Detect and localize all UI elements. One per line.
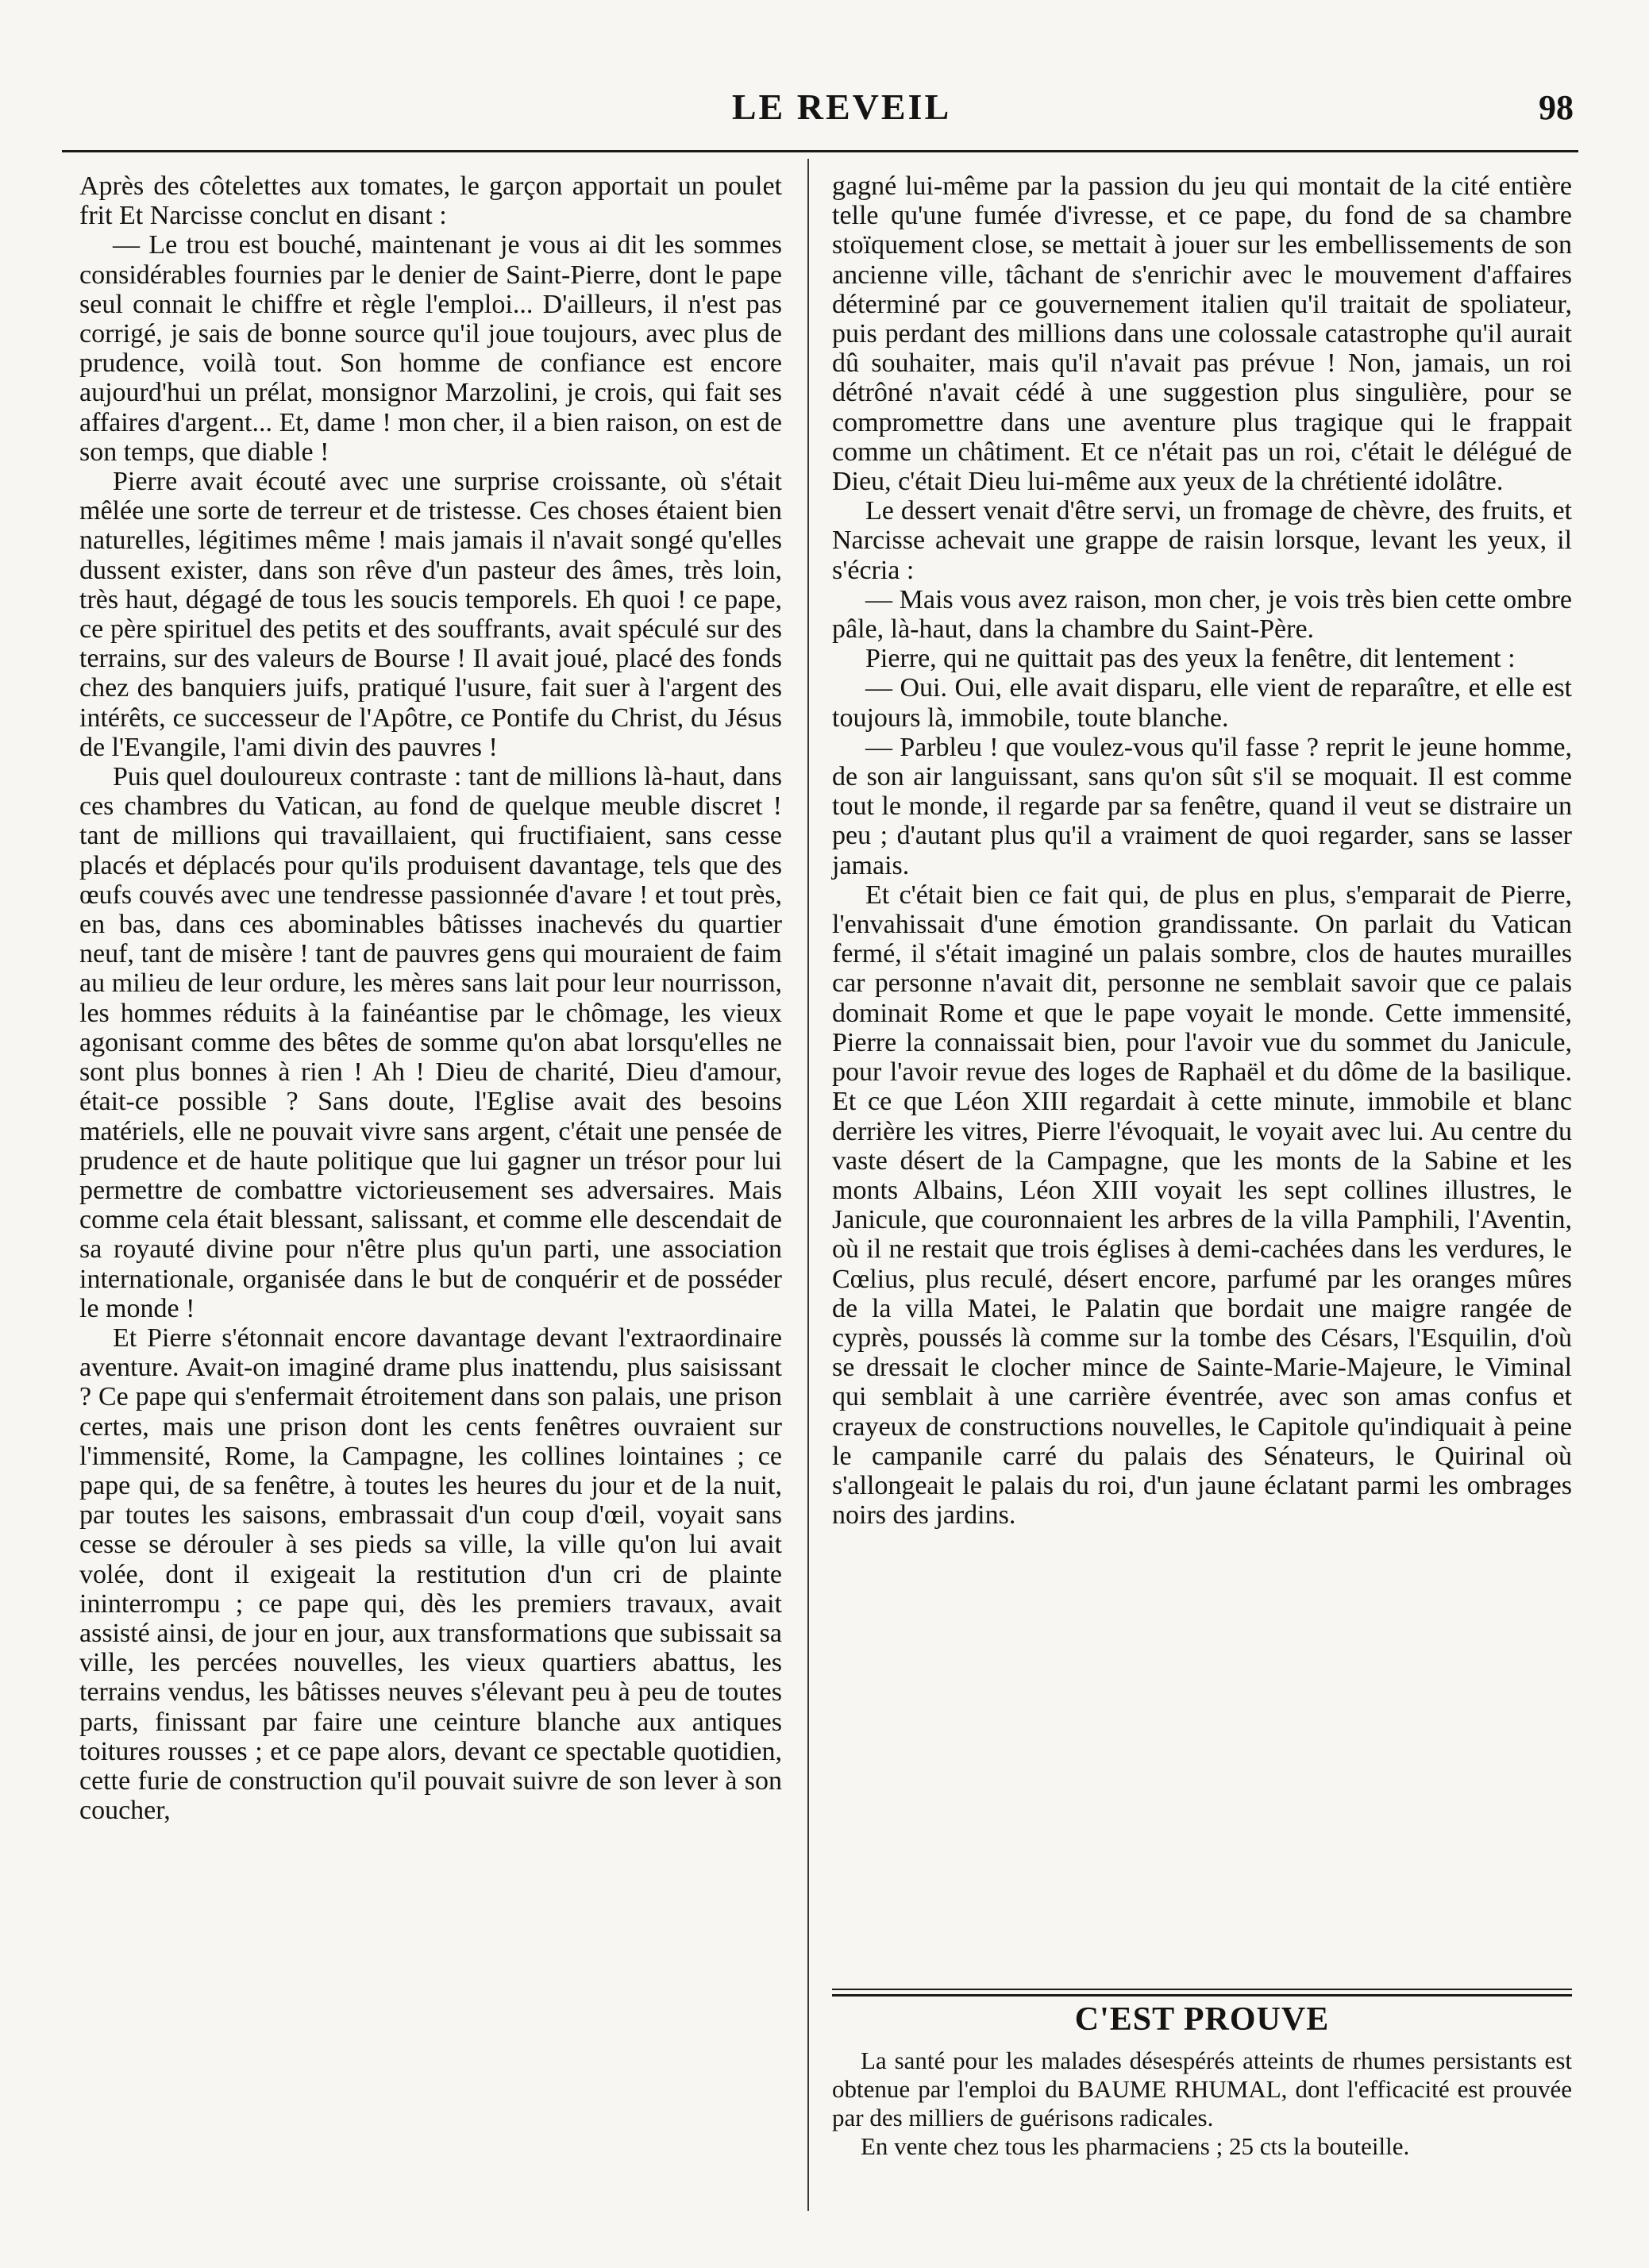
right-column [832, 171, 1572, 1530]
paragraph: Et Pierre s'étonnait encore davantage devant l'extraordinaire aventure. Avait-on imaginé drame plus inattendu, plus saisissant ? Ce pape qui s'enfermait étroitement dans son palais, une prison certes, mais une prison dont les cents fenêtres ouvraient sur l'immensité, Rome, la Campagne, les collines lointaines ; ce pape qui, de sa fenêtre, à toutes les heures du jour et de la nuit, par toutes les saisons, embrassait d'un coup d'œil, voyait sans cesse se dérouler à ses pieds sa ville, la ville qu'on lui avait volée, dont il exigeait la restitution d'un cri de plainte ininterrompu ; ce pape qui, dès les premiers travaux, avait assisté ainsi, de jour en jour, aux transformations que subissait sa ville, les percées nouvelles, les vieux quartiers abattus, les terrains vendus, les bâtisses neuves s'élevant peu à peu de toutes parts, finissant par faire une ceinture blanche aux antiques toitures rousses ; et ce pape alors, devant ce spectable quotidien, cette furie de construction qu'il pouvait suivre de son lever à son coucher, [79, 1323, 782, 1826]
paragraph: Après des côtelettes aux tomates, le garçon apportait un poulet frit Et Narcisse conclut en disant : [79, 171, 782, 231]
page-number: 98 [1539, 88, 1574, 127]
column-divider [807, 159, 809, 2211]
running-head [0, 86, 1649, 133]
paragraph: — Oui. Oui, elle avait disparu, elle vient de reparaître, et elle est toujours là, immobile, toute blanche. [832, 673, 1572, 733]
paragraph: Pierre, qui ne quittait pas des yeux la fenêtre, dit lentement : [865, 644, 1516, 674]
journal-title: LE REVEIL [731, 87, 952, 127]
paragraph: — Mais vous avez raison, mon cher, je vois très bien cette ombre pâle, là-haut, dans la chambre du Saint-Père. [832, 584, 1572, 645]
left-column [79, 171, 782, 1825]
paragraph: Et c'était bien ce fait qui, de plus en plus, s'emparait de Pierre, l'envahissait d'une émotion grandissante. On parlait du Vatican fermé, il s'était imaginé un palais sombre, clos de hautes murailles car personne n'avait dit, personne ne semblait savoir que ce palais dominait Rome et que le pape voyait le monde. Cette immensité, Pierre la connaissait bien, pour l'avoir vue du sommet du Janicule, pour l'avoir revue des loges de Raphaël et du dôme de la basilique. Et ce que Léon XIII regardait à cette minute, immobile et blanc derrière les vitres, Pierre l'évoquait, le voyait avec lui. Au centre du vaste désert de la Campagne, que les monts de la Sabine et les monts Albains, Léon XIII voyait les sept collines illustres, le Janicule, que couronnaient les arbres de la villa Pamphili, l'Aventin, où il ne restait que trois églises à demi-cachées dans les verdures, le Cœlius, plus reculé, désert encore, parfumé par les oranges mûres de la villa Matei, le Palatin que bordait une maigre rangée de cyprès, poussés là comme sur la tombe des Césars, l'Esquilin, d'où se dressait le clocher mince de Sainte-Marie-Majeure, le Viminal qui semblait à une carrière éventrée, avec son amas confus et crayeux de constructions nouvelles, le Capitole qu'indiquait à peine le campanile carré du palais des Sénateurs, le Quirinal où s'allongeait le palais du roi, d'un jaune éclatant parmi les ombrages noirs des jardins. [832, 880, 1572, 1531]
paragraph: Pierre avait écouté avec une surprise croissante, où s'était mêlée une sorte de terreur et de tristesse. Ces choses étaient bien naturelles, légitimes même ! mais jamais il n'avait songé qu'elles dussent exister, dans son rêve d'un pasteur des âmes, très loin, très haut, dégagé de tous les soucis temporels. Eh quoi ! ce pape, ce père spirituel des petits et des souffrants, avait spéculé sur des terrains, sur des valeurs de Bourse ! Il avait joué, placé des fonds chez des banquiers juifs, pratiqué l'usure, fait suer à l'argent des intérêts, ce successeur de l'Apôtre, ce Pontife du Christ, du Jésus de l'Evangile, l'ami divin des pauvres ! [79, 467, 782, 762]
paragraph: gagné lui-même par la passion du jeu qui montait de la cité entière telle qu'une fumée d'ivresse, et ce pape, du fond de sa chambre stoïquement close, se mettait à jouer sur les embellissements de son ancienne ville, tâchant de s'enrichir avec le mouvement d'affaires déterminé par ce gouvernement italien qu'il traitait de spoliateur, puis perdant des millions dans une colossale catastrophe qu'il aurait dû souhaiter, mais qu'il n'avait pas prévue ! Non, jamais, un roi détrôné n'avait cédé à une suggestion plus singulière, pour se compromettre dans une aventure plus tragique qui le frappait comme un châtiment. Et ce n'était pas un roi, c'était le délégué de Dieu, c'était Dieu lui-même aux yeux de la chrétienté idolâtre. [832, 171, 1572, 497]
advertisement-body [832, 2047, 1572, 2161]
paragraph: — Le trou est bouché, maintenant je vous ai dit les sommes considérables fournies par le denier de Saint-Pierre, dont le pape seul connait le chiffre et règle l'emploi... D'ailleurs, il n'est pas corrigé, je sais de bonne source qu'il joue toujours, avec plus de prudence, voilà tout. Son homme de confiance est encore aujourd'hui un prélat, monsignor Marzolini, je crois, qui fait ses affaires d'argent... Et, dame ! mon cher, il a bien raison, on est de son temps, que diable ! [79, 230, 782, 467]
paragraph: — Parbleu ! que voulez-vous qu'il fasse ? reprit le jeune homme, de son air languissant, sans qu'on sût s'il se moquait. Il est comme tout le monde, il regarde par sa fenêtre, quand il veut se distraire un peu ; d'autant plus qu'il a vraiment de quoi regarder, sans se lasser jamais. [832, 732, 1572, 880]
paragraph: Le dessert venait d'être servi, un fromage de chèvre, des fruits, et Narcisse achevait une grappe de raisin lorsque, levant les yeux, il s'écria : [832, 496, 1572, 585]
header-rule [62, 150, 1578, 152]
advertisement-title: C'EST PROUVE [1074, 2001, 1330, 2038]
advertisement-rule [832, 1994, 1572, 1997]
advertisement-footer: En vente chez tous les pharmaciens ; 25 cts la bouteille. [861, 2132, 1410, 2160]
advertisement-text: La santé pour les malades désespérés atteints de rhumes persistants est obtenue par l'emploi du BAUME RHUMAL, dont l'efficacité est prouvée par des milliers de guérisons radicales. [832, 2047, 1572, 2131]
paragraph: Puis quel douloureux contraste : tant de millions là-haut, dans ces chambres du Vatican, au fond de quelque meuble discret ! tant de millions qui travaillaient, qui fructifiaient, sans cesse placés et déplacés pour qu'ils produisent davantage, tels que des œufs couvés avec une tendresse passionnée d'avare ! et tout près, en bas, dans ces abominables bâtisses inachevés du quartier neuf, tant de misère ! tant de pauvres gens qui mouraient de faim au milieu de leur ordure, les mères sans lait pour leur nourrisson, les hommes réduits à la fainéantise par le chômage, les vieux agonisant comme des bêtes de somme qu'on abat lorsqu'elles ne sont plus bonnes à rien ! Ah ! Dieu de charité, Dieu d'amour, était-ce possible ? Sans doute, l'Eglise avait des besoins matériels, elle ne pouvait vivre sans argent, c'était une pensée de prudence et de haute politique que lui gagner un trésor pour lui permettre de combattre victorieusement ses adversaires. Mais comme cela était blessant, salissant, et comme elle descendait de sa royauté divine pour n'être plus qu'un parti, une association internationale, organisée dans le but de conquérir et de posséder le monde ! [79, 762, 782, 1323]
advertisement-rule [832, 1989, 1572, 1990]
